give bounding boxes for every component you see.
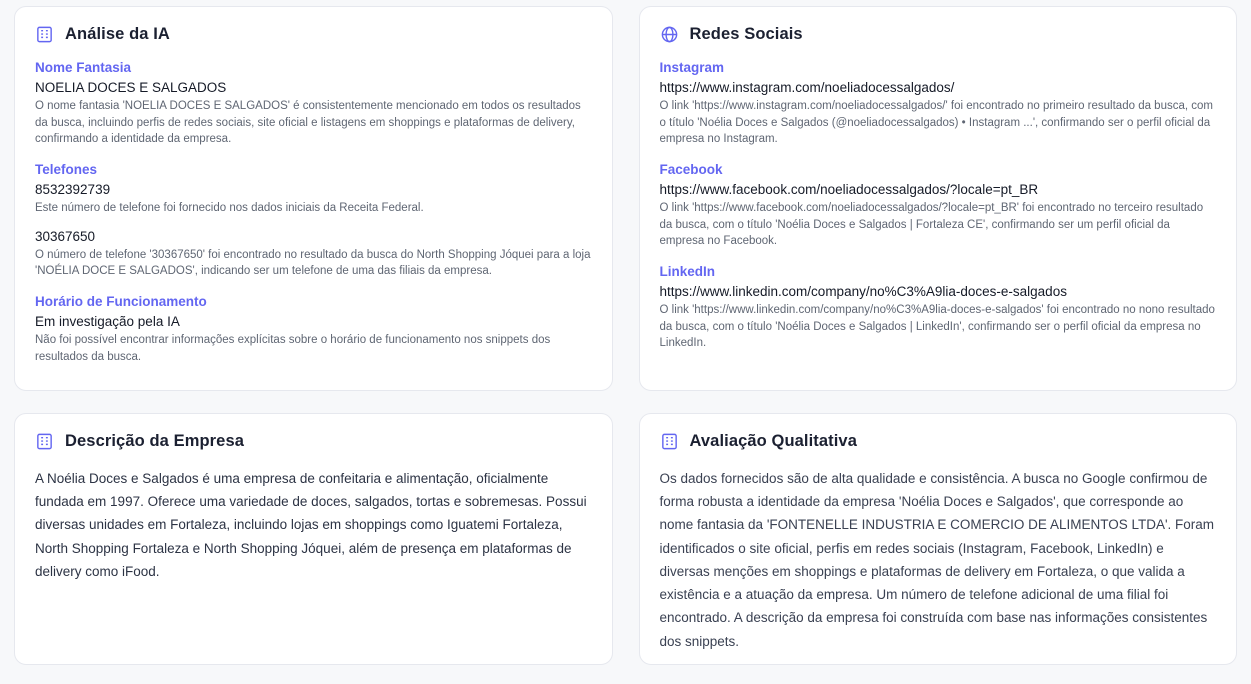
field-value: NOELIA DOCES E SALGADOS bbox=[35, 80, 227, 95]
card-header bbox=[35, 25, 592, 44]
telefone-entry bbox=[35, 182, 592, 217]
social-url[interactable]: https://www.facebook.com/noeliadocessalgados/?locale=pt_BR bbox=[659, 182, 1039, 198]
card-avaliacao-qualitativa bbox=[639, 413, 1238, 665]
telefone-entry bbox=[35, 229, 592, 280]
social-label: LinkedIn bbox=[659, 264, 716, 280]
globe-icon bbox=[660, 25, 679, 44]
building-icon bbox=[660, 432, 679, 451]
social-note: O link 'https://www.linkedin.com/company/no%C3%A9lia-doces-e-salgados' foi encontrado no nono resultado da busca, com o título 'Noélia Doces e Salgados | LinkedIn', confirmando ser o perfil oficial da empresa no LinkedIn. bbox=[659, 304, 1215, 350]
card-title: Redes Sociais bbox=[689, 25, 803, 43]
field-note: O nome fantasia 'NOELIA DOCES E SALGADOS' é consistentemente mencionado em todos os resultados da busca, incluindo perfis de redes sociais, site oficial e listagens em shoppings e plataformas de delivery, confirmando a identidade da empresa. bbox=[35, 100, 581, 146]
field-note: Não foi possível encontrar informações explícitas sobre o horário de funcionamento nos snippets dos resultados da busca. bbox=[35, 334, 551, 363]
telefone-value: 30367650 bbox=[35, 228, 96, 244]
company-description-text: A Noélia Doces e Salgados é uma empresa de confeitaria e alimentação, oficialmente fundada em 1997. Oferece uma variedade de doces, salgados, tortas e sobremesas. Possui diversas unidades em Fortaleza, incluindo lojas em shoppings como Iguatemi Fortaleza, North Shopping Fortaleza e North Shopping Jóquei, além de presença em plataformas de delivery como iFood. bbox=[35, 471, 587, 579]
field-telefones bbox=[35, 162, 592, 280]
social-label: Instagram bbox=[659, 60, 725, 75]
telefone-note: Este número de telefone foi fornecido nos dados iniciais da Receita Federal. bbox=[35, 202, 424, 215]
social-label: Facebook bbox=[659, 162, 723, 178]
building-icon bbox=[35, 25, 54, 44]
social-instagram bbox=[660, 60, 1217, 148]
telefone-value: 8532392739 bbox=[35, 182, 111, 198]
field-label: Telefones bbox=[35, 162, 98, 178]
social-linkedin bbox=[660, 264, 1217, 352]
card-header bbox=[660, 432, 1217, 451]
field-label: Nome Fantasia bbox=[35, 60, 132, 75]
social-facebook bbox=[660, 162, 1217, 250]
field-nome-fantasia bbox=[35, 60, 592, 148]
social-url[interactable]: https://www.instagram.com/noeliadocessalgados/ bbox=[659, 80, 955, 95]
building-icon bbox=[35, 432, 54, 451]
card-header bbox=[660, 25, 1217, 44]
qualitative-assessment-text: Os dados fornecidos são de alta qualidade e consistência. A busca no Google confirmou de forma robusta a identidade da empresa 'Noélia Doces e Salgados', que corresponde ao nome fantasia da 'FONTENELLE INDUSTRIA E COMERCIO DE ALIMENTOS LTDA'. Foram identificados o site oficial, perfis em redes sociais (Instagram, Facebook, LinkedIn) e diversas menções em shoppings e plataformas de delivery em Fortaleza, o que valida a existência e a atuação da empresa. Um número de telefone adicional de uma filial foi encontrado. A descrição da empresa foi construída com base nas informações consistentes dos snippets. bbox=[659, 471, 1215, 649]
card-header bbox=[35, 432, 592, 451]
card-analise-da-ia bbox=[14, 6, 613, 391]
card-title: Avaliação Qualitativa bbox=[689, 432, 857, 450]
telefone-note: O número de telefone '30367650' foi encontrado no resultado da busca do North Shopping Jóquei para a loja 'NOÉLIA DOCE E SALGADOS', indicando ser um telefone de uma das filiais da empresa. bbox=[35, 248, 591, 278]
field-value: Em investigação pela IA bbox=[35, 314, 180, 330]
field-label: Horário de Funcionamento bbox=[35, 294, 207, 310]
card-title: Descrição da Empresa bbox=[65, 432, 245, 450]
card-descricao-da-empresa bbox=[14, 413, 613, 665]
card-title: Análise da IA bbox=[65, 25, 170, 43]
social-url[interactable]: https://www.linkedin.com/company/no%C3%A9lia-doces-e-salgados bbox=[659, 284, 1067, 300]
card-redes-sociais bbox=[639, 6, 1238, 391]
social-note: O link 'https://www.instagram.com/noeliadocessalgados/' foi encontrado no primeiro resultado da busca, com o título 'Noélia Doces e Salgados (@noeliadocessalgados) • Instagram ...', confirmando ser o perfil oficial da empresa no Instagram. bbox=[659, 100, 1213, 146]
social-note: O link 'https://www.facebook.com/noeliadocessalgados/?locale=pt_BR' foi encontrado no terceiro resultado da busca, com o título 'Noélia Doces e Salgados | Fortaleza CE', confirmando ser um perfil oficial da empresa no Facebook. bbox=[659, 202, 1204, 248]
field-horario-funcionamento bbox=[35, 294, 592, 365]
